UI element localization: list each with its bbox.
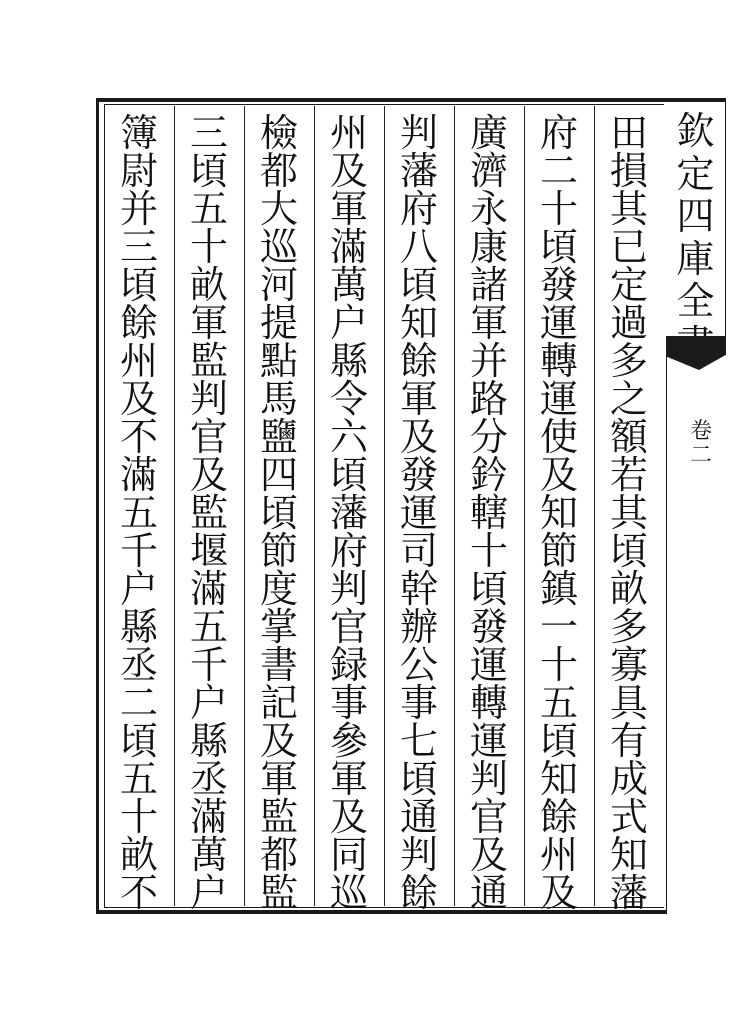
text-char: 軍 — [329, 187, 368, 231]
text-char: 監 — [189, 491, 228, 535]
text-char: 簿 — [119, 111, 158, 155]
text-column-1 — [599, 108, 659, 915]
text-char: 不 — [119, 871, 158, 915]
margin-divider — [666, 338, 667, 914]
text-char: 六 — [329, 415, 368, 459]
text-char: 并 — [119, 187, 158, 231]
text-char: 軍 — [469, 301, 508, 345]
text-char: 户 — [119, 567, 158, 611]
text-char: 頃 — [119, 263, 158, 307]
text-char: 運 — [539, 377, 578, 421]
text-char: 公 — [399, 643, 438, 687]
text-char: 判 — [399, 111, 438, 155]
text-char: 官 — [469, 795, 508, 839]
text-char: 定 — [609, 263, 648, 307]
text-char: 發 — [399, 453, 438, 497]
column-rule — [174, 106, 175, 906]
text-char: 及 — [189, 453, 228, 497]
text-char: 鹽 — [259, 415, 298, 459]
margin-title-char: 庫 — [676, 236, 715, 281]
text-char: 頃 — [539, 225, 578, 269]
column-rule — [244, 106, 245, 906]
text-char: 十 — [189, 225, 228, 269]
margin-title-char: 全 — [676, 279, 715, 324]
text-char: 餘 — [539, 795, 578, 839]
text-char: 康 — [469, 225, 508, 269]
text-char: 已 — [609, 225, 648, 269]
column-rule — [384, 106, 385, 906]
text-char: 萬 — [189, 833, 228, 877]
text-char: 通 — [399, 795, 438, 839]
text-column-6 — [249, 108, 309, 915]
text-char: 三 — [119, 225, 158, 269]
margin-volume-char: 卷 — [689, 419, 712, 444]
text-char: 節 — [539, 529, 578, 573]
text-char: 藩 — [329, 491, 368, 535]
text-char: 堰 — [189, 529, 228, 573]
text-char: 廣 — [469, 111, 508, 155]
text-char: 寡 — [609, 643, 648, 687]
text-char: 事 — [399, 681, 438, 725]
text-char: 發 — [469, 605, 508, 649]
text-char: 州 — [539, 833, 578, 877]
text-char: 五 — [539, 681, 578, 725]
text-char: 萬 — [329, 263, 368, 307]
text-char: 頃 — [399, 263, 438, 307]
text-column-5 — [319, 108, 379, 915]
text-char: 縣 — [119, 605, 158, 649]
text-char: 點 — [259, 339, 298, 383]
text-char: 四 — [259, 453, 298, 497]
text-char: 多 — [609, 605, 648, 649]
text-char: 運 — [469, 719, 508, 763]
text-char: 丞 — [119, 643, 158, 687]
text-char: 藩 — [609, 871, 648, 915]
text-char: 頃 — [539, 719, 578, 763]
text-char: 書 — [259, 643, 298, 687]
text-char: 滿 — [189, 795, 228, 839]
text-char: 幹 — [399, 567, 438, 611]
text-char: 判 — [399, 833, 438, 877]
text-char: 五 — [119, 757, 158, 801]
text-char: 七 — [399, 719, 438, 763]
text-char: 頃 — [259, 491, 298, 535]
text-char: 十 — [119, 795, 158, 839]
margin-book-title — [666, 98, 726, 338]
text-char: 千 — [119, 529, 158, 573]
text-char: 巡 — [259, 225, 298, 269]
text-char: 户 — [189, 871, 228, 915]
text-char: 頃 — [469, 567, 508, 611]
text-char: 藩 — [399, 149, 438, 193]
text-char: 滿 — [329, 225, 368, 269]
text-char: 及 — [539, 453, 578, 497]
text-char: 發 — [539, 263, 578, 307]
text-column-7 — [179, 108, 239, 915]
text-char: 頃 — [329, 453, 368, 497]
text-char: 記 — [259, 681, 298, 725]
text-char: 額 — [609, 415, 648, 459]
text-char: 十 — [469, 529, 508, 573]
margin-title-char: 欽 — [676, 109, 715, 153]
text-char: 及 — [539, 871, 578, 915]
text-char: 若 — [609, 453, 648, 497]
text-column-3 — [459, 108, 519, 915]
text-char: 司 — [399, 529, 438, 573]
text-char: 轉 — [469, 681, 508, 725]
text-char: 及 — [259, 719, 298, 763]
text-char: 及 — [329, 149, 368, 193]
text-char: 永 — [469, 187, 508, 231]
text-char: 損 — [609, 149, 648, 193]
text-char: 諸 — [469, 263, 508, 307]
text-char: 田 — [609, 111, 648, 155]
text-char: 縣 — [189, 719, 228, 763]
text-char: 式 — [609, 795, 648, 839]
text-char: 運 — [399, 491, 438, 535]
text-char: 巡 — [329, 871, 368, 915]
text-char: 尉 — [119, 149, 158, 193]
text-char: 具 — [609, 681, 648, 725]
text-char: 五 — [189, 605, 228, 649]
text-char: 其 — [609, 187, 648, 231]
text-char: 知 — [539, 757, 578, 801]
text-char: 事 — [329, 681, 368, 725]
text-column-4 — [389, 108, 449, 915]
text-char: 三 — [189, 111, 228, 155]
text-char: 大 — [259, 187, 298, 231]
text-char: 畝 — [609, 567, 648, 611]
text-char: 及 — [469, 833, 508, 877]
text-column-8 — [109, 108, 169, 915]
text-char: 運 — [539, 301, 578, 345]
text-char: 判 — [469, 757, 508, 801]
text-char: 監 — [259, 871, 298, 915]
text-char: 令 — [329, 377, 368, 421]
text-char: 户 — [329, 301, 368, 345]
text-char: 都 — [259, 149, 298, 193]
text-char: 監 — [189, 339, 228, 383]
text-char: 路 — [469, 377, 508, 421]
text-char: 過 — [609, 301, 648, 345]
margin-volume-label — [686, 420, 716, 468]
text-char: 十 — [539, 643, 578, 687]
column-rule — [454, 106, 455, 906]
text-char: 縣 — [329, 339, 368, 383]
text-char: 之 — [609, 377, 648, 421]
text-char: 户 — [189, 681, 228, 725]
text-char: 餘 — [399, 871, 438, 915]
column-rule — [594, 106, 595, 906]
text-char: 滿 — [189, 567, 228, 611]
text-char: 馬 — [259, 377, 298, 421]
text-char: 頃 — [399, 757, 438, 801]
text-char: 檢 — [259, 111, 298, 155]
margin-volume-char: 二 — [689, 443, 712, 469]
text-char: 軍 — [259, 757, 298, 801]
text-char: 知 — [609, 833, 648, 877]
text-char: 濟 — [469, 149, 508, 193]
text-char: 提 — [259, 301, 298, 345]
text-char: 轄 — [469, 491, 508, 535]
text-char: 成 — [609, 757, 648, 801]
text-char: 掌 — [259, 605, 298, 649]
text-char: 二 — [539, 149, 578, 193]
text-char: 五 — [189, 187, 228, 231]
text-char: 及 — [329, 795, 368, 839]
text-char: 餘 — [119, 301, 158, 345]
text-char: 知 — [539, 491, 578, 535]
text-char: 都 — [259, 833, 298, 877]
fishtail-mark-icon — [666, 336, 726, 370]
text-char: 餘 — [399, 339, 438, 383]
text-char: 一 — [539, 605, 578, 649]
text-char: 丞 — [189, 757, 228, 801]
text-char: 頃 — [189, 149, 228, 193]
text-char: 二 — [119, 681, 158, 725]
text-char: 知 — [399, 301, 438, 345]
text-char: 官 — [329, 605, 368, 649]
margin-title-char: 四 — [676, 194, 715, 239]
text-char: 軍 — [399, 377, 438, 421]
text-char: 府 — [329, 529, 368, 573]
text-char: 軍 — [189, 301, 228, 345]
text-char: 多 — [609, 339, 648, 383]
text-char: 州 — [329, 111, 368, 155]
text-char: 府 — [539, 111, 578, 155]
margin-title-char: 定 — [676, 151, 715, 196]
text-char: 運 — [469, 643, 508, 687]
text-char: 河 — [259, 263, 298, 307]
text-char: 其 — [609, 491, 648, 535]
column-rule — [314, 106, 315, 906]
text-char: 及 — [119, 377, 158, 421]
text-char: 判 — [329, 567, 368, 611]
text-char: 軍 — [329, 757, 368, 801]
text-char: 同 — [329, 833, 368, 877]
text-char: 府 — [399, 187, 438, 231]
text-char: 畝 — [119, 833, 158, 877]
text-char: 有 — [609, 719, 648, 763]
text-column-2 — [529, 108, 589, 915]
text-char: 鎮 — [539, 567, 578, 611]
text-char: 録 — [329, 643, 368, 687]
text-char: 州 — [119, 339, 158, 383]
text-char: 五 — [119, 491, 158, 535]
text-char: 通 — [469, 871, 508, 915]
text-char: 不 — [119, 415, 158, 459]
text-char: 監 — [259, 795, 298, 839]
text-char: 八 — [399, 225, 438, 269]
text-char: 及 — [399, 415, 438, 459]
text-char: 滿 — [119, 453, 158, 497]
text-char: 頃 — [119, 719, 158, 763]
text-char: 度 — [259, 567, 298, 611]
text-char: 分 — [469, 415, 508, 459]
text-char: 十 — [539, 187, 578, 231]
text-char: 使 — [539, 415, 578, 459]
text-char: 并 — [469, 339, 508, 383]
text-char: 轉 — [539, 339, 578, 383]
text-char: 千 — [189, 643, 228, 687]
text-char: 畝 — [189, 263, 228, 307]
text-char: 參 — [329, 719, 368, 763]
text-char: 頃 — [609, 529, 648, 573]
text-char: 判 — [189, 377, 228, 421]
column-rule — [524, 106, 525, 906]
text-char: 節 — [259, 529, 298, 573]
text-char: 鈐 — [469, 453, 508, 497]
text-char: 官 — [189, 415, 228, 459]
text-char: 辦 — [399, 605, 438, 649]
